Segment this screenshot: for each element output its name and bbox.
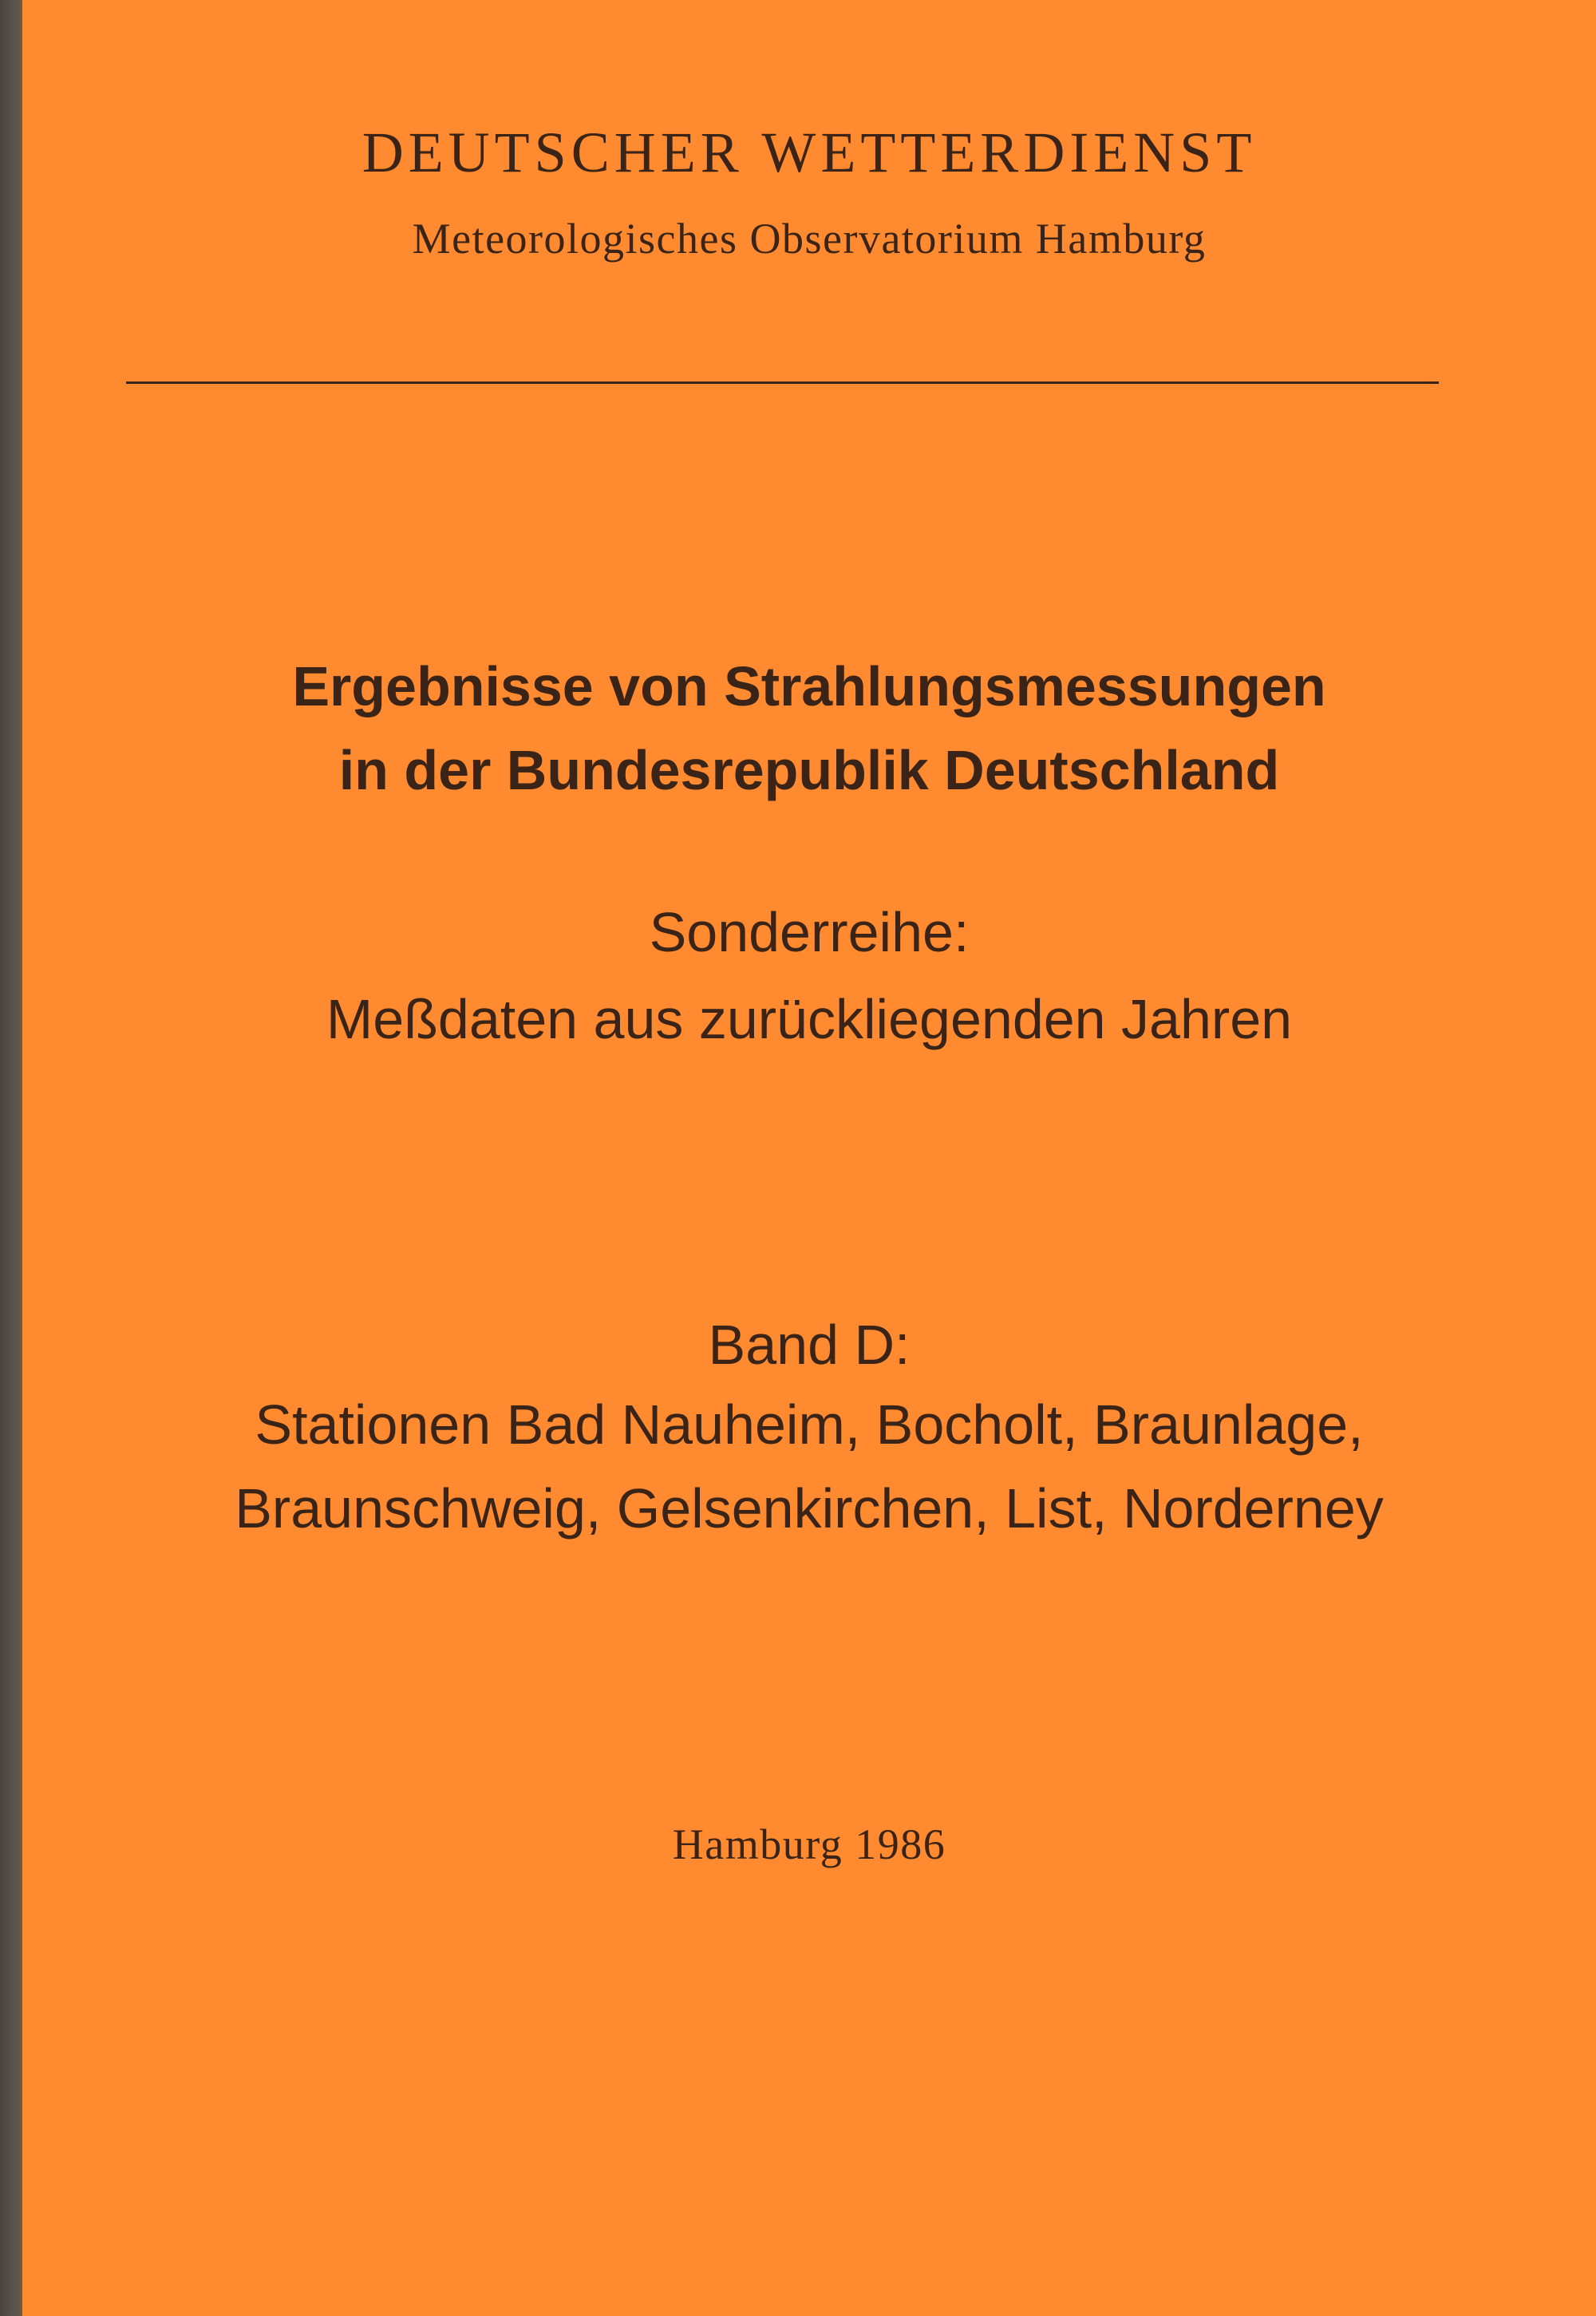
band-label: Band D: [708, 1314, 911, 1376]
band-stations-line-2: Braunschweig, Gelsenkirchen, List, Norderney [235, 1477, 1384, 1539]
divider-rule [126, 381, 1439, 384]
series-title: Meßdaten aus zurückliegenden Jahren [326, 988, 1293, 1050]
title-line-2: in der Bundesrepublik Deutschland [338, 739, 1280, 801]
book-cover [22, 0, 1596, 2316]
imprint: Hamburg 1986 [672, 1820, 946, 1868]
title-line-1: Ergebnisse von Strahlungsmessungen [292, 655, 1326, 717]
book-spine [0, 0, 22, 2316]
series-label: Sonderreihe: [649, 901, 970, 963]
institute-name: Meteorologisches Observatorium Hamburg [412, 215, 1207, 263]
publisher-name: DEUTSCHER WETTERDIENST [361, 121, 1257, 184]
band-stations-line-1: Stationen Bad Nauheim, Bocholt, Braunlage, [255, 1393, 1364, 1456]
